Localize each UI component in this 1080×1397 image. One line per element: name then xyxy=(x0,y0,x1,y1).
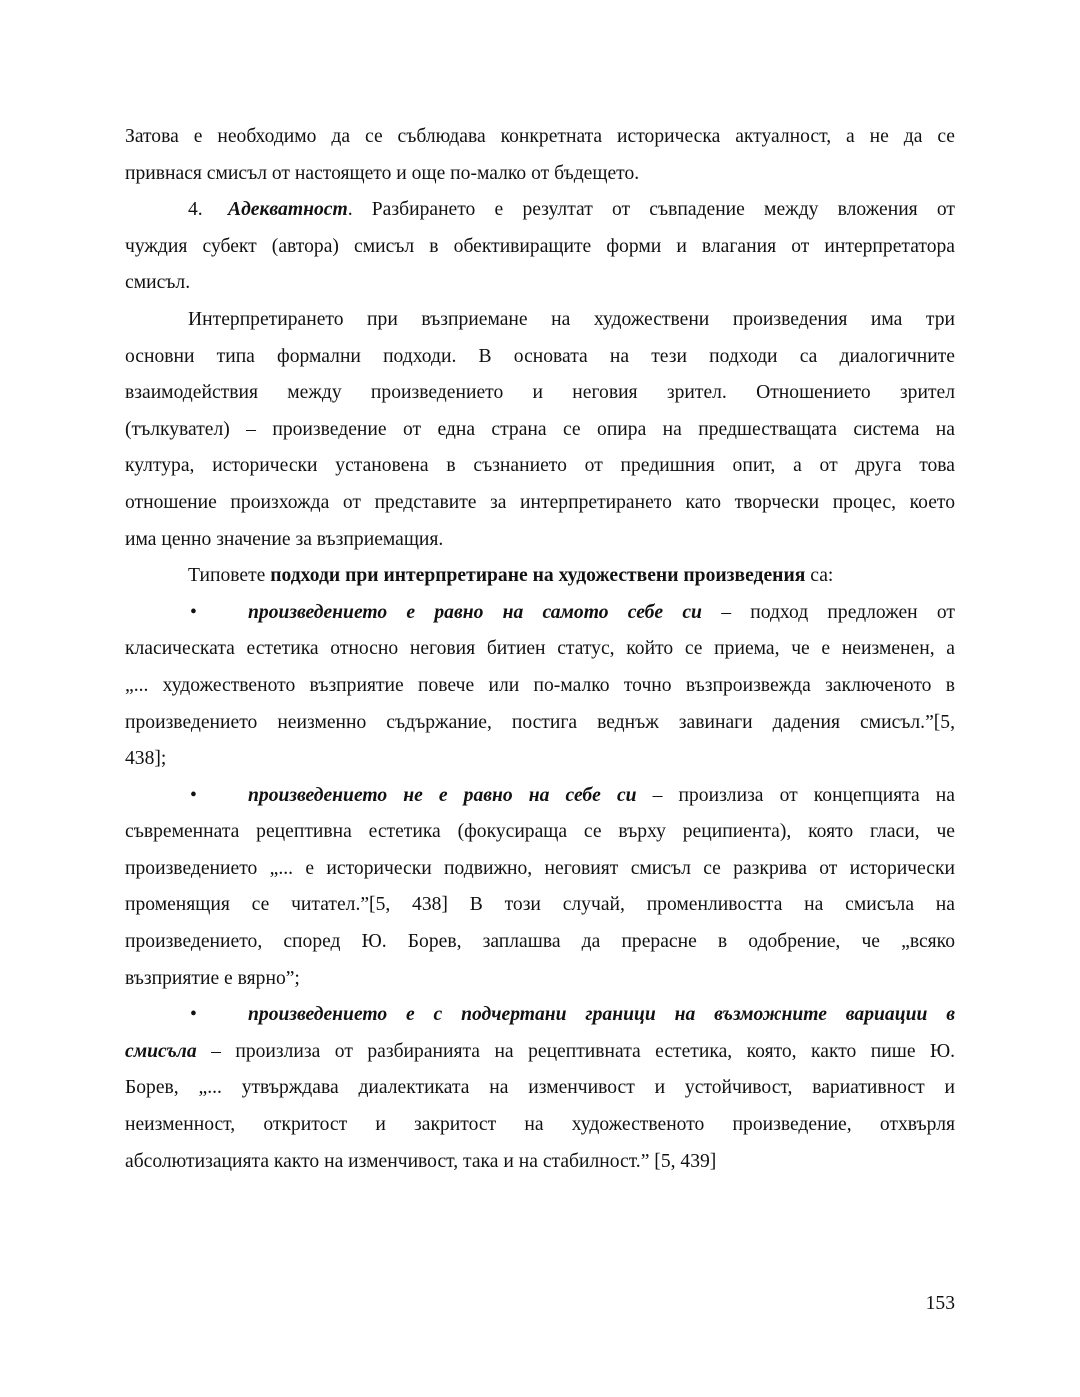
page-number: 153 xyxy=(925,1293,955,1314)
paragraph-line: неизменност, откритост и закритост на художественото произведение, отхвърля xyxy=(125,1114,955,1136)
bullet-text: – произлиза от концепцията на xyxy=(636,784,955,806)
paragraph-line xyxy=(125,1034,955,1071)
paragraph-line: чуждия субект (автора) смисъл в обективиращите форми и влагания от интерпретатора xyxy=(125,235,955,257)
bullet-term: смисъла xyxy=(125,1040,197,1062)
paragraph-line: произведението неизменно съдържание, постига веднъж завинаги дадения смисъл.”[5, xyxy=(125,711,955,733)
bullet-line: • произведението е равно на самото себе си – подход предложен от xyxy=(190,601,955,623)
paragraph-line: привнася смисъл от настоящето и още по-малко от бъдещето. xyxy=(125,162,640,184)
paragraph-line: отношение произхожда от представите за интерпретирането като творчески процес, което xyxy=(125,491,955,513)
bullet-term: произведението е равно на самото себе си xyxy=(248,601,702,623)
paragraph-line: Затова е необходимо да се съблюдава конкретната историческа актуалност, а не да се xyxy=(125,126,955,147)
types-intro-line xyxy=(125,558,955,595)
paragraph-line: смисъл. xyxy=(125,272,191,294)
paragraph-line: съвременната рецептивна естетика (фокусираща се върху реципиента), която гласи, че xyxy=(125,821,955,843)
paragraph-line: култура, исторически установена в съзнанието от предишния опит, а от друга това xyxy=(125,455,955,477)
bullet-text: – подход предложен от xyxy=(701,601,955,623)
paragraph-line: основни типа формални подходи. В основата на тези подходи са диалогичните xyxy=(125,345,955,367)
paragraph-line: 438]; xyxy=(125,748,167,770)
paragraph-line: произведението „... е исторически подвижно, неговият смисъл се разкрива от исторически xyxy=(125,857,955,879)
bullet-text: – произлиза от разбиранията на рецептивната естетика, която, както пише Ю. xyxy=(196,1040,955,1062)
bullet-term: произведението е с подчертани граници на възможните вариации в xyxy=(248,1004,955,1026)
numbered-item-line xyxy=(125,192,955,229)
paragraph-line: възприятие е вярно”; xyxy=(125,967,300,989)
intro-lead: Типовете xyxy=(188,565,271,587)
paragraph-line: променящия се читател.”[5, 438] В този случай, променливостта на смисъла на xyxy=(125,894,955,916)
intro-tail: са: xyxy=(805,565,834,587)
item-number: 4. xyxy=(188,199,203,221)
bullet-line: • произведението е с подчертани граници на възможните вариации в xyxy=(190,1004,955,1026)
paragraph-line: Борев, „... утвърждава диалектиката на изменчивост и устойчивост, вариативност и xyxy=(125,1077,955,1099)
item-text: . Разбирането е резултат от съвпадение между вложения от xyxy=(347,199,955,221)
item-term: Адекватност xyxy=(228,199,348,221)
paragraph-line: взаимодействия между произведението и неговия зрител. Отношението зрител xyxy=(125,382,955,404)
paragraph-line: има ценно значение за възприемащия. xyxy=(125,528,444,550)
bullet-line: • произведението не е равно на себе си – произлиза от концепцията на xyxy=(190,784,955,806)
paragraph-line: Интерпретирането при възприемане на художествени произведения има три xyxy=(188,308,955,330)
paragraph-line: (тълкувател) – произведение от една страна се опира на предшестващата система на xyxy=(125,418,955,440)
bullet-term: произведението не е равно на себе си xyxy=(248,784,637,806)
paragraph-line: класическата естетика относно неговия битиен статус, който се приема, че е неизменен, а xyxy=(125,638,955,660)
page-body xyxy=(125,119,955,1180)
paragraph-line: „... художественото възприятие повече или по-малко точно възпроизвежда заключеното в xyxy=(125,674,955,696)
paragraph-line: произведението, според Ю. Борев, заплашва да прерасне в одобрение, че „всяко xyxy=(125,931,955,953)
paragraph-line: абсолютизацията както на изменчивост, така и на стабилност.” [5, 439] xyxy=(125,1150,717,1172)
intro-bold: подходи при интерпретиране на художествени произведения xyxy=(270,565,806,587)
